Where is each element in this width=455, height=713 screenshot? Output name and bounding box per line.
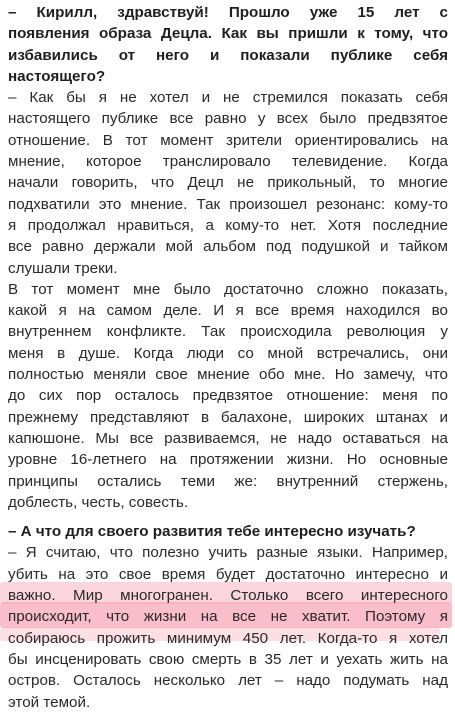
text-line: прежнему представляют в балахоне, широких штанах и bbox=[8, 408, 448, 426]
text-line: собираюсь прожить минимум 450 лет. Когда-то я хотел bbox=[8, 629, 448, 647]
text-line: уровне 16-летнего на протяжении жизни. Но основные bbox=[8, 451, 448, 469]
text-line: отношение. В тот момент зрители ориентировались на bbox=[8, 131, 448, 149]
answer-paragraph bbox=[8, 542, 448, 712]
question-paragraph bbox=[8, 2, 448, 87]
text-line: бы инсценировать свою смерть в 35 лет и уехать жить на bbox=[8, 650, 448, 668]
text-line: В тот момент мне было достаточно сложно показать, bbox=[8, 280, 448, 298]
text-line: – А что для своего развития тебе интересно изучать? bbox=[8, 523, 416, 541]
text-line: полностью меняли свое мнение обо мне. Но замечу, что bbox=[8, 366, 448, 384]
section-gap bbox=[8, 513, 448, 521]
text-line: до сих пор осталось предвзятое отношение: меня по bbox=[8, 387, 448, 405]
answer-paragraph bbox=[8, 87, 448, 513]
text-line: принципы остались теми же: внутренний стержень, bbox=[8, 472, 448, 490]
text-line: настоящего публике все равно у всех было предвзятое bbox=[8, 110, 448, 128]
text-line: – Я считаю, что полезно учить разные языки. Например, bbox=[8, 544, 448, 562]
text-line: все равно держали мой альбом под подушкой и тайком bbox=[8, 238, 448, 256]
text-line: настоящего? bbox=[8, 67, 106, 85]
text-line: внутреннем конфликте. Так происходила революция у bbox=[8, 323, 448, 341]
text-line: доблесть, честь, совесть. bbox=[8, 493, 189, 511]
text-line: появления образа Децла. Как вы пришли к тому, что bbox=[8, 25, 448, 43]
text-line: этой темой. bbox=[8, 693, 91, 711]
text-line: важно. Мир многогранен. Столько всего интересного bbox=[8, 587, 448, 605]
text-line: капюшоне. Мы все развиваемся, не надо оставаться на bbox=[8, 429, 448, 447]
text-line: остров. Осталось несколько лет – надо подумать над bbox=[8, 672, 448, 690]
text-line: – Как бы я не хотел и не стремился показать себя bbox=[8, 89, 448, 107]
text-line: мнение, которое транслировало телевидение. Когда bbox=[8, 153, 448, 171]
text-line: я продолжал нравиться, а кому-то нет. Хотя последние bbox=[8, 216, 448, 234]
text-line: какой я на самом деле. И я все время находился во bbox=[8, 302, 448, 320]
text-line: – Кирилл, здравствуй! Прошло уже 15 лет с bbox=[8, 4, 448, 21]
text-line: подхватили это мнение. Так произошел резонанс: кому-то bbox=[8, 195, 448, 213]
text-line: меня в душе. Когда люди со мной встречались, они bbox=[8, 344, 448, 362]
text-line: слушали треки. bbox=[8, 259, 118, 277]
question-paragraph bbox=[8, 521, 448, 542]
text-line: начали говорить, что Децл не прикольный, то многие bbox=[8, 174, 448, 192]
text-line: избавились от него и показали публике себя bbox=[8, 46, 448, 64]
interview-text bbox=[8, 2, 448, 713]
text-line: происходит, что жизни на все не хватит. Поэтому я bbox=[8, 608, 448, 626]
text-line: убить на это свое время будет достаточно интересно и bbox=[8, 565, 448, 583]
